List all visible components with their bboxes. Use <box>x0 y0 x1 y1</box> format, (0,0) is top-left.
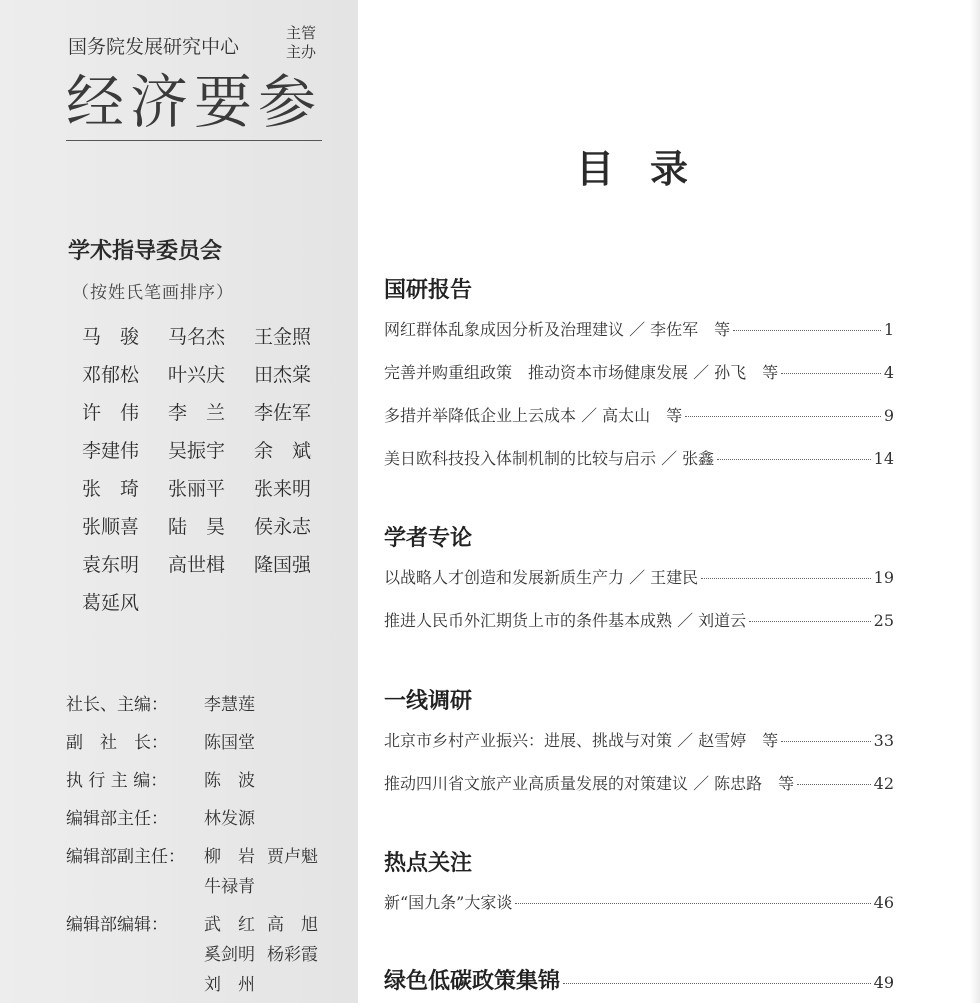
committee-member: 邓郁松 <box>82 364 140 386</box>
committee-member: 李 兰 <box>168 402 226 424</box>
entry-title: 推动四川省文旅产业高质量发展的对策建议 ／ 陈忠路 等 <box>384 774 795 793</box>
sponsor-roles <box>286 24 316 62</box>
dot-leader <box>781 373 881 374</box>
entry-page: 46 <box>873 893 894 912</box>
toc-entry[interactable] <box>384 437 894 480</box>
staff-row <box>66 766 356 796</box>
committee-member: 马 骏 <box>82 326 140 348</box>
staff-name: 牛禄青 <box>204 877 255 897</box>
committee-member: 张 琦 <box>82 478 140 500</box>
staff-name: 奚剑明 <box>204 945 255 965</box>
section-heading: 热点关注 <box>384 851 473 876</box>
committee-member: 袁东明 <box>82 554 140 576</box>
staff-names <box>204 804 354 834</box>
committee-member: 马名杰 <box>168 326 226 348</box>
toc-heading-entry[interactable] <box>384 962 894 1002</box>
toc-section-guoyan-report <box>384 274 894 480</box>
staff-name: 高 旭 <box>267 915 318 935</box>
toc-entry[interactable] <box>384 881 894 924</box>
committee-member: 张来明 <box>254 478 312 500</box>
editorial-staff <box>66 690 356 1008</box>
entry-title: 新“国九条”大家谈 <box>384 893 513 912</box>
staff-name: 李慧莲 <box>204 695 255 715</box>
entry-title: 以战略人才创造和发展新质生产力 ／ 王建民 <box>384 568 699 587</box>
role-sponsor: 主办 <box>286 43 317 61</box>
entry-page: 4 <box>883 363 894 382</box>
dot-leader <box>685 416 881 417</box>
staff-names <box>204 728 354 758</box>
title-divider <box>66 140 322 141</box>
staff-name: 刘 州 <box>204 975 255 995</box>
committee-note: （按姓氏笔画排序） <box>72 283 234 303</box>
section-heading: 绿色低碳政策集锦 <box>384 969 561 994</box>
entry-title: 推进人民币外汇期货上市的条件基本成熟 ／ 刘道云 <box>384 611 747 630</box>
toc-entry[interactable] <box>384 762 894 805</box>
entry-page: 19 <box>873 568 894 587</box>
dot-leader <box>749 621 870 622</box>
dot-leader <box>717 459 870 460</box>
staff-row <box>66 842 356 902</box>
committee-member: 张顺喜 <box>82 516 140 538</box>
staff-name: 柳 岩 <box>204 847 255 867</box>
toc-title: 目录 <box>576 147 725 191</box>
toc-section-scholar-essays <box>384 522 894 642</box>
staff-row <box>66 690 356 720</box>
staff-row <box>66 910 356 1000</box>
committee-member: 许 伟 <box>82 402 140 424</box>
toc-entry[interactable] <box>384 351 894 394</box>
entry-page: 49 <box>873 973 894 992</box>
staff-role: 副 社 长： <box>66 733 168 753</box>
entry-title: 多措并举降低企业上云成本 ／ 高太山 等 <box>384 406 683 425</box>
toc-section-field-research <box>384 685 894 805</box>
staff-name: 陈 波 <box>204 771 255 791</box>
committee-member: 余 斌 <box>254 440 312 462</box>
entry-title: 北京市乡村产业振兴：进展、挑战与对策 ／ 赵雪婷 等 <box>384 731 779 750</box>
toc-entry[interactable] <box>384 719 894 762</box>
toc-entry[interactable] <box>384 308 894 351</box>
entry-page: 42 <box>873 774 894 793</box>
committee-member: 隆国强 <box>254 554 312 576</box>
entry-page: 25 <box>873 611 894 630</box>
committee-member-list <box>82 322 342 618</box>
staff-names <box>204 766 354 796</box>
toc-entry[interactable] <box>384 599 894 642</box>
committee-member: 田杰棠 <box>254 364 312 386</box>
entry-page: 1 <box>883 320 894 339</box>
staff-role: 执 行 主 编： <box>66 771 168 791</box>
staff-name: 杨彩霞 <box>267 945 318 965</box>
committee-heading: 学术指导委员会 <box>68 239 223 264</box>
toc-entry[interactable] <box>384 556 894 599</box>
staff-row <box>66 804 356 834</box>
staff-name: 林发源 <box>204 809 255 829</box>
committee-member: 张丽平 <box>168 478 226 500</box>
committee-member: 李建伟 <box>82 440 140 462</box>
toc-section-hot-topics <box>384 847 894 924</box>
dot-leader <box>733 330 881 331</box>
committee-member: 葛延风 <box>82 592 140 614</box>
role-supervisor: 主管 <box>286 24 317 42</box>
entry-title: 网红群体乱象成因分析及治理建议 ／ 李佐军 等 <box>384 320 731 339</box>
committee-member: 王金照 <box>254 326 312 348</box>
section-heading: 国研报告 <box>384 278 473 303</box>
masthead-panel <box>0 0 358 1003</box>
committee-member: 李佐军 <box>254 402 312 424</box>
committee-member: 侯永志 <box>254 516 312 538</box>
staff-role: 编辑部副主任： <box>66 847 185 867</box>
dot-leader <box>781 741 870 742</box>
dot-leader <box>563 983 871 984</box>
section-heading: 学者专论 <box>384 526 473 551</box>
staff-names <box>204 910 354 1000</box>
toc-entry[interactable] <box>384 394 894 437</box>
entry-page: 14 <box>873 449 894 468</box>
dot-leader <box>701 578 870 579</box>
dot-leader <box>797 784 870 785</box>
committee-member: 叶兴庆 <box>168 364 226 386</box>
staff-role: 社长、主编： <box>66 695 168 715</box>
entry-page: 33 <box>873 731 894 750</box>
committee-member: 吴振宇 <box>168 440 226 462</box>
staff-name: 陈国堂 <box>204 733 255 753</box>
entry-page: 9 <box>883 406 894 425</box>
staff-names <box>204 690 354 720</box>
toc-section-green-policy <box>384 962 894 1002</box>
journal-title: 经济要参 <box>66 68 323 136</box>
staff-role: 编辑部主任： <box>66 809 168 829</box>
committee-member: 高世楫 <box>168 554 226 576</box>
staff-names <box>204 842 354 902</box>
entry-title: 完善并购重组政策 推动资本市场健康发展 ／ 孙飞 等 <box>384 363 779 382</box>
entry-title: 美日欧科技投入体制机制的比较与启示 ／ 张鑫 <box>384 449 715 468</box>
staff-name: 武 红 <box>204 915 255 935</box>
dot-leader <box>515 903 870 904</box>
staff-row <box>66 728 356 758</box>
page-edge-shadow <box>970 0 980 1003</box>
publisher-name: 国务院发展研究中心 <box>68 36 240 58</box>
committee-member: 陆 昊 <box>168 516 226 538</box>
staff-name: 贾卢魁 <box>267 847 318 867</box>
section-heading: 一线调研 <box>384 689 473 714</box>
staff-role: 编辑部编辑： <box>66 915 168 935</box>
